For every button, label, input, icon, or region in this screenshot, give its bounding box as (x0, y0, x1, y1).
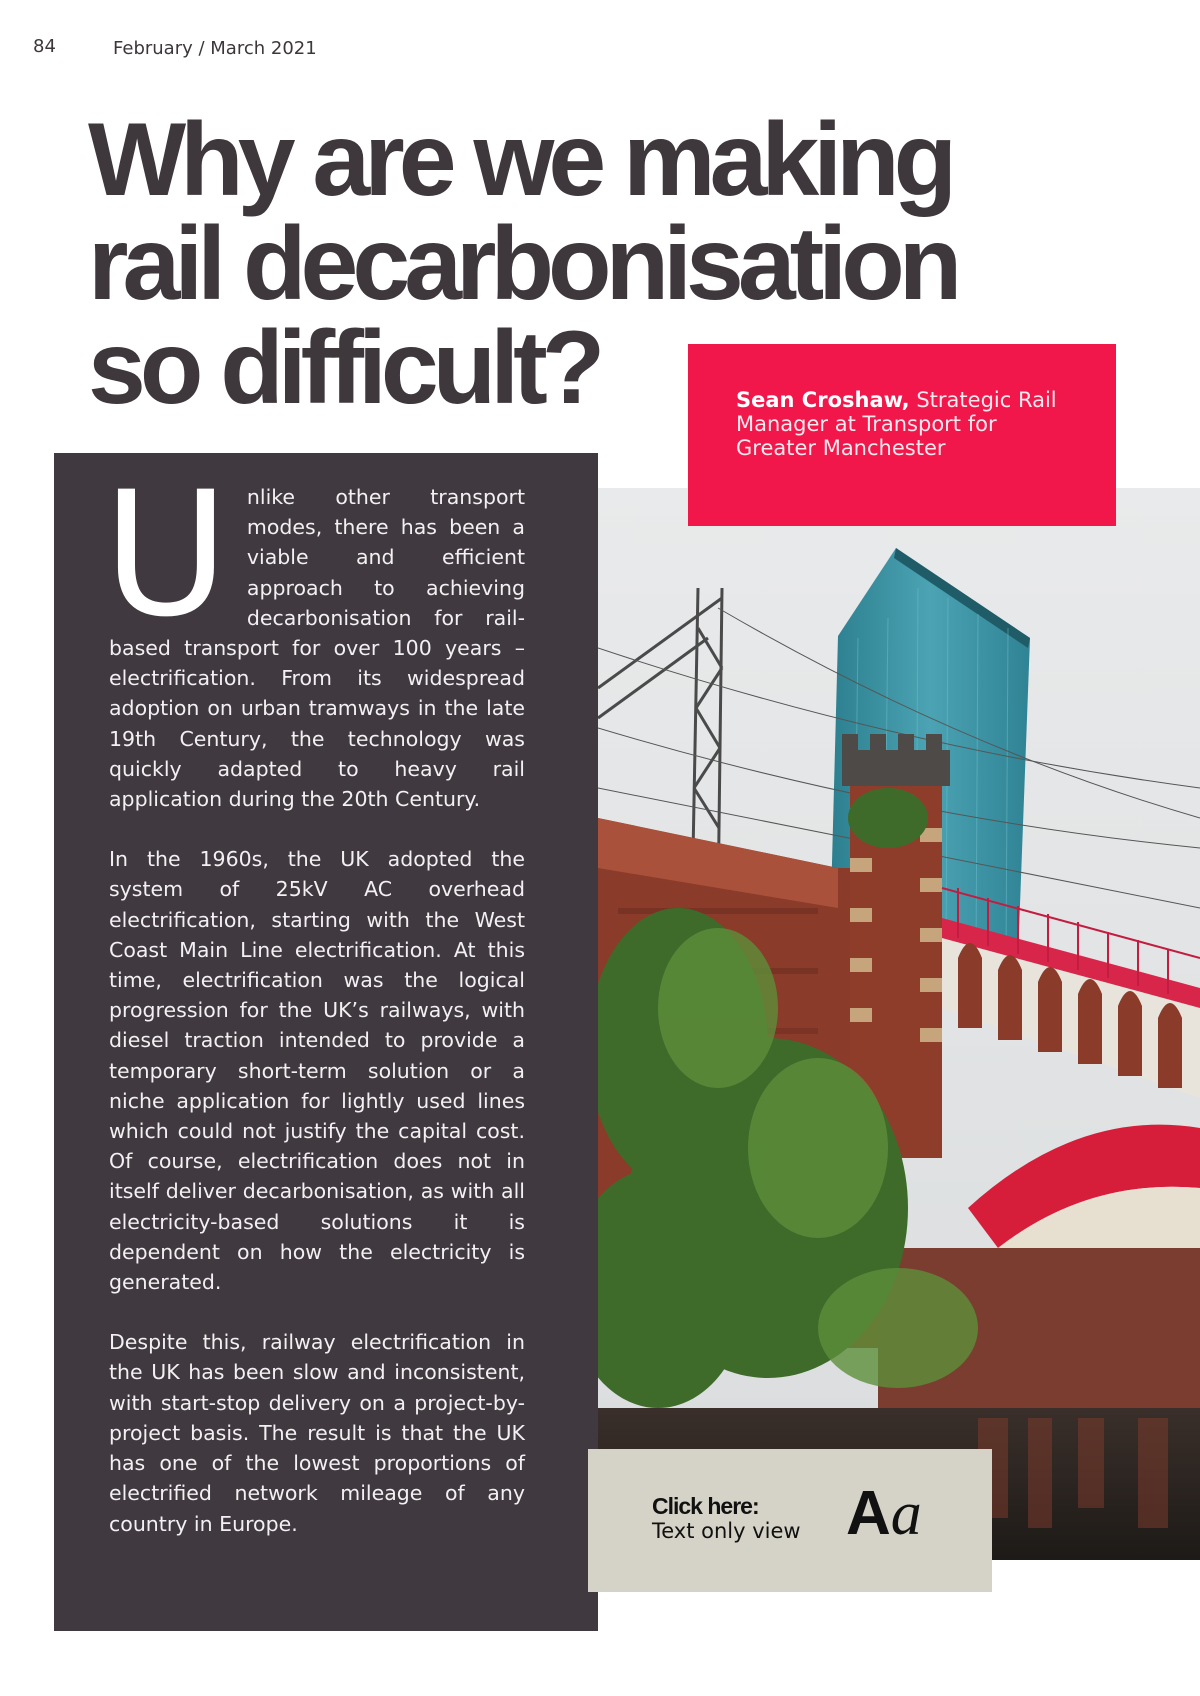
headline-line-2: rail decarbonisation (88, 206, 957, 322)
author-name: Sean Croshaw, (736, 388, 910, 412)
text-size-icon (846, 1479, 922, 1548)
railway-viaduct-photo (598, 488, 1200, 1560)
icon-big-a: A (846, 1479, 891, 1548)
article-paragraph-3: Despite this, railway electrification in the UK has been slow and inconsistent, with start-stop delivery on a project-by-project basis. The result is that the UK has one of the lowest proportions of electrified network mileage of any country in Europe. (109, 1330, 525, 1536)
headline-line-3: so difficult? (88, 310, 600, 426)
article-body (54, 453, 598, 1631)
text-only-view-button[interactable] (588, 1449, 992, 1592)
author-role: Strategic Rail Manager at Transport for Greater Manchester (736, 388, 1057, 460)
article-paragraph-1 (103, 454, 525, 814)
text-only-view-label: Text only view (652, 1519, 801, 1543)
author-byline (688, 344, 1116, 526)
click-here-label: Click here: (652, 1493, 759, 1519)
article-paragraph-2: In the 1960s, the UK adopted the system of 25kV AC overhead electrification, starting with the West Coast Main Line electrification. At this time, electrification was the logical progression for the UK’s railways, with diesel traction intended to provide a temporary short-term solution or a niche application for lightly used lines which could not justify the capital cost. Of course, electrification does not in itself deliver decarbonisation, as with all electricity-based solutions it is dependent on how the electricity is generated. (109, 847, 525, 1295)
page-number: 84 (33, 36, 56, 57)
issue-date: February / March 2021 (113, 38, 317, 59)
icon-small-a: a (890, 1480, 922, 1548)
drop-cap: U (103, 454, 229, 655)
paragraph-1-text: nlike other transport modes, there has been a viable and efficient approach to achieving decarbonisation for rail-based transport for over 100 years – electrification. From its widespread adoption on urban tramways in the late 19th Century, the technology was quickly adapted to heavy rail application during the 20th Century. (109, 485, 525, 812)
headline-line-1: Why are we making (88, 102, 952, 218)
